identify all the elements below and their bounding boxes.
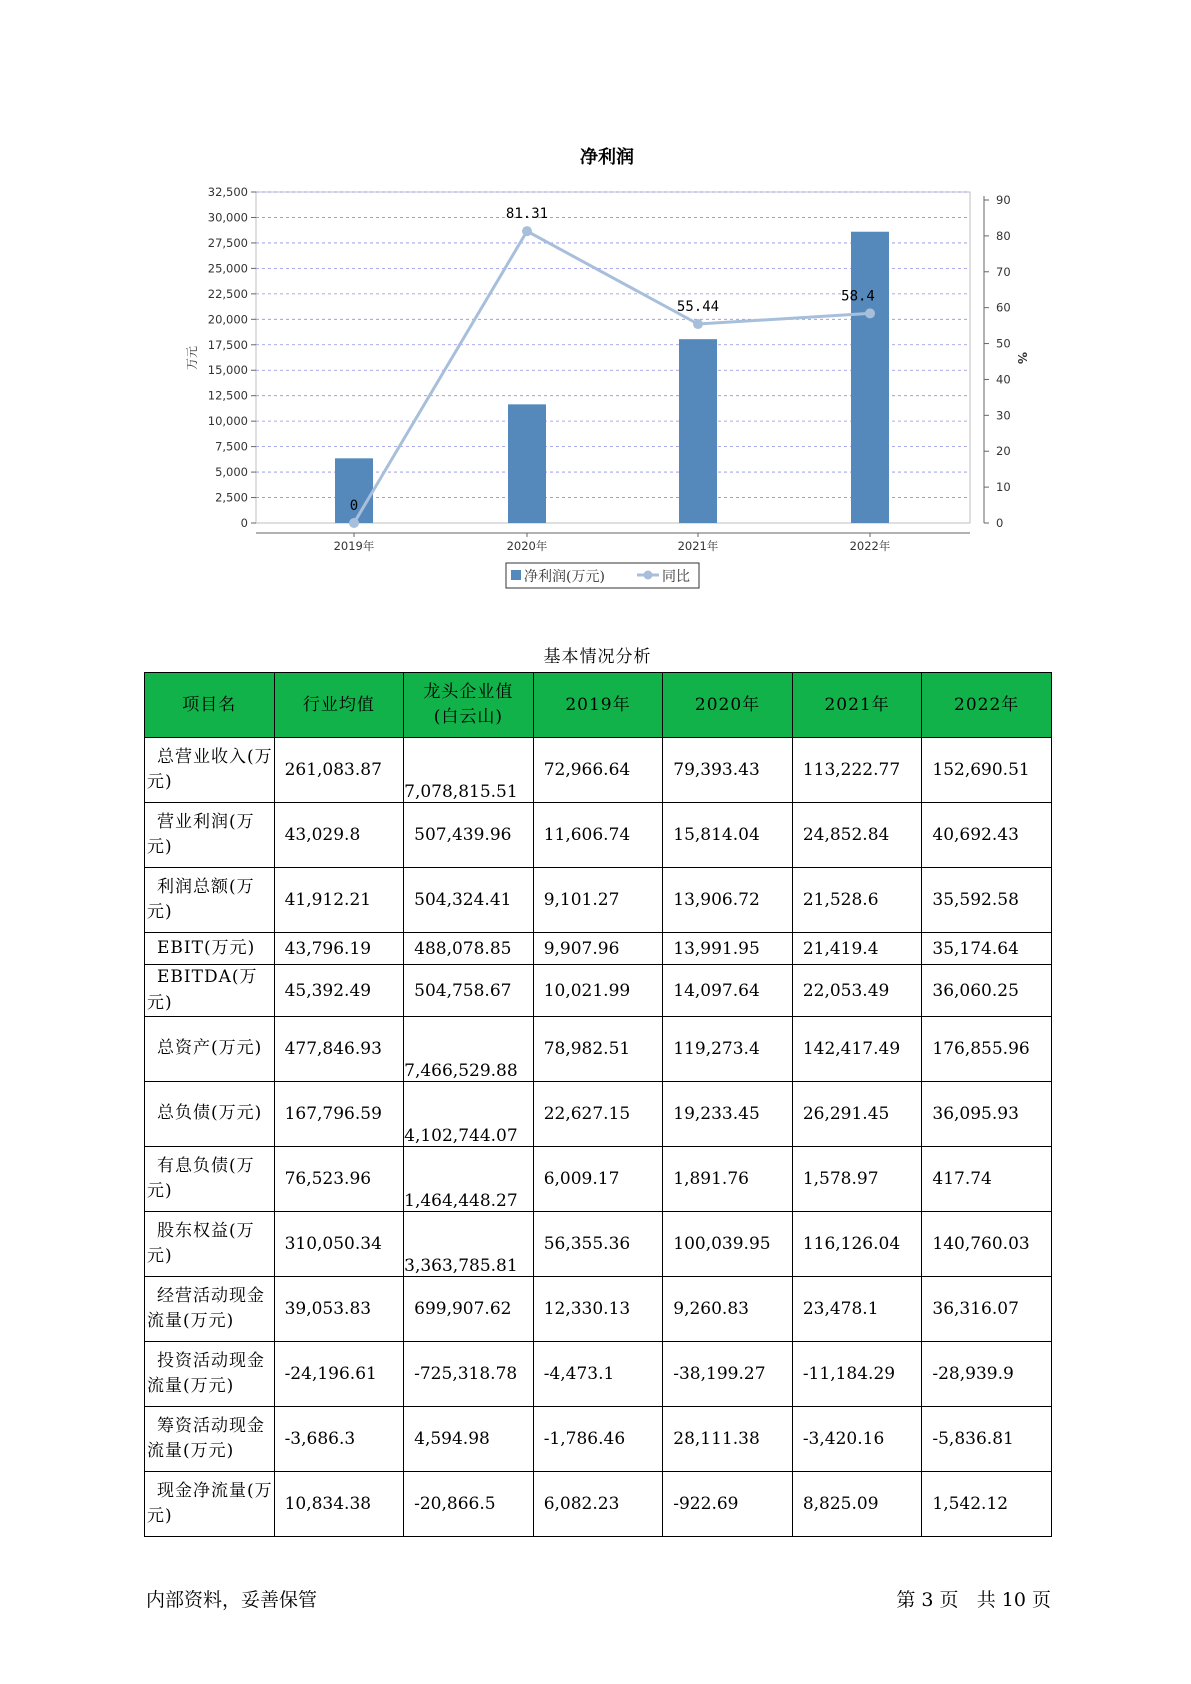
chart-title: 净利润 — [580, 147, 634, 168]
table-row — [145, 1147, 1052, 1212]
table-cell: 1,578.97 — [792, 1147, 922, 1212]
table-cell: 22,627.15 — [533, 1082, 663, 1147]
table-cell: 504,758.67 — [404, 965, 534, 1017]
table-cell: 507,439.96 — [404, 803, 534, 868]
y-left-tick-label: 0 — [240, 516, 248, 530]
table-cell: 12,330.13 — [533, 1277, 663, 1342]
table-row — [145, 1082, 1052, 1147]
table-cell: 35,174.64 — [922, 933, 1052, 965]
table-cell: 504,324.41 — [404, 868, 534, 933]
table-cell: -28,939.9 — [922, 1342, 1052, 1407]
table-row — [145, 965, 1052, 1017]
bar — [508, 404, 546, 523]
header-2021: 2021年 — [792, 673, 922, 738]
table-cell: 488,078.85 — [404, 933, 534, 965]
y-right-tick-label: 0 — [996, 516, 1004, 530]
table-row-label: 投资活动现金流量(万元) — [145, 1342, 275, 1407]
table-cell: 22,053.49 — [792, 965, 922, 1017]
table-cell: 100,039.95 — [663, 1212, 793, 1277]
yoy-data-label: 81.31 — [505, 206, 549, 223]
table-cell: -3,686.3 — [274, 1407, 404, 1472]
table-row-label: 股东权益(万元) — [145, 1212, 275, 1277]
table-row-label: 筹资活动现金流量(万元) — [145, 1407, 275, 1472]
y-right-tick-label: 70 — [996, 264, 1011, 279]
yoy-point — [522, 226, 532, 236]
legend-bar-label: 净利润(万元) — [524, 569, 605, 585]
table-row-label: 利润总额(万元) — [145, 868, 275, 933]
y-right-tick-label: 80 — [996, 228, 1011, 243]
table-cell: 39,053.83 — [274, 1277, 404, 1342]
footer-page-prefix: 第 — [896, 1589, 916, 1611]
y-right-tick-label: 50 — [996, 336, 1011, 351]
table-row — [145, 868, 1052, 933]
table-row — [145, 1472, 1052, 1537]
table-header-row — [145, 673, 1052, 738]
header-leader-value: 龙头企业值(白云山) — [404, 673, 534, 738]
header-2020: 2020年 — [663, 673, 793, 738]
y-left-tick-label: 30,000 — [207, 210, 248, 225]
footer-page-number — [896, 1585, 1051, 1612]
footer-total-num: 10 — [1001, 1589, 1026, 1611]
table-cell: 7,078,815.51 — [404, 738, 534, 803]
table-cell: 36,316.07 — [922, 1277, 1052, 1342]
footer-confidential: 内部资料，妥善保管 — [146, 1589, 318, 1611]
table-cell: 119,273.4 — [663, 1017, 793, 1082]
y-left-tick-label: 17,500 — [207, 337, 248, 352]
table-cell: 28,111.38 — [663, 1407, 793, 1472]
table-cell: -725,318.78 — [404, 1342, 534, 1407]
y-right-tick-label: 20 — [996, 444, 1011, 459]
footer-total-suffix: 页 — [1031, 1589, 1051, 1611]
y-right-tick-label: 40 — [996, 372, 1011, 387]
y-left-tick-label: 12,500 — [207, 388, 248, 403]
legend-bar-swatch — [511, 570, 521, 580]
table-cell: -1,786.46 — [533, 1407, 663, 1472]
table-cell: -3,420.16 — [792, 1407, 922, 1472]
table-row-label: 总资产(万元) — [145, 1017, 275, 1082]
yoy-line — [354, 231, 870, 523]
table-cell: 699,907.62 — [404, 1277, 534, 1342]
y-left-tick-label: 5,000 — [215, 465, 248, 480]
table-row-label: 营业利润(万元) — [145, 803, 275, 868]
table-cell: 8,825.09 — [792, 1472, 922, 1537]
table-cell: 477,846.93 — [274, 1017, 404, 1082]
table-cell: 9,101.27 — [533, 868, 663, 933]
y-right-tick-label: 30 — [996, 408, 1011, 423]
table-cell: -11,184.29 — [792, 1342, 922, 1407]
table-cell: 21,419.4 — [792, 933, 922, 965]
table-cell: 79,393.43 — [663, 738, 793, 803]
table-cell: 36,060.25 — [922, 965, 1052, 1017]
net-profit-chart — [0, 0, 1191, 600]
table-cell: 7,466,529.88 — [404, 1017, 534, 1082]
table-cell: 45,392.49 — [274, 965, 404, 1017]
table-cell: -24,196.61 — [274, 1342, 404, 1407]
table-row — [145, 1407, 1052, 1472]
table-cell: 19,233.45 — [663, 1082, 793, 1147]
table-row-label: 现金净流量(万元) — [145, 1472, 275, 1537]
table-cell: 13,906.72 — [663, 868, 793, 933]
table-cell: -38,199.27 — [663, 1342, 793, 1407]
legend-line-marker — [644, 571, 653, 580]
table-cell: 261,083.87 — [274, 738, 404, 803]
table-cell: 310,050.34 — [274, 1212, 404, 1277]
table-row — [145, 803, 1052, 868]
table-cell: 43,796.19 — [274, 933, 404, 965]
table-cell: 3,363,785.81 — [404, 1212, 534, 1277]
table-cell: 4,102,744.07 — [404, 1082, 534, 1147]
yoy-data-label: 0 — [349, 498, 359, 514]
y-left-axis-title: 万元 — [185, 345, 199, 371]
table-cell: 72,966.64 — [533, 738, 663, 803]
table-row-label: EBIT(万元) — [145, 933, 275, 965]
table-row — [145, 1017, 1052, 1082]
table-cell: 36,095.93 — [922, 1082, 1052, 1147]
x-tick-label: 2021年 — [677, 539, 719, 553]
table-cell: 113,222.77 — [792, 738, 922, 803]
y-left-tick-label: 20,000 — [207, 312, 248, 327]
table-cell: 23,478.1 — [792, 1277, 922, 1342]
table-cell: 9,260.83 — [663, 1277, 793, 1342]
table-cell: 152,690.51 — [922, 738, 1052, 803]
table-row — [145, 1342, 1052, 1407]
table-row-label: EBITDA(万元) — [145, 965, 275, 1017]
table-row — [145, 738, 1052, 803]
yoy-point — [349, 518, 359, 528]
chart-canvas — [0, 0, 1191, 600]
y-left-tick-label: 22,500 — [207, 286, 248, 301]
y-right-tick-label: 10 — [996, 480, 1011, 495]
table-cell: 11,606.74 — [533, 803, 663, 868]
footer-page-mid: 页 — [939, 1589, 959, 1611]
table-cell: 10,021.99 — [533, 965, 663, 1017]
header-2019: 2019年 — [533, 673, 663, 738]
y-left-tick-label: 25,000 — [207, 261, 248, 276]
y-right-tick-label: 60 — [996, 300, 1011, 315]
header-2022: 2022年 — [922, 673, 1052, 738]
table-cell: 167,796.59 — [274, 1082, 404, 1147]
table-cell: -20,866.5 — [404, 1472, 534, 1537]
table-cell: 6,009.17 — [533, 1147, 663, 1212]
x-tick-label: 2022年 — [849, 539, 891, 553]
table-row — [145, 1212, 1052, 1277]
analysis-table — [144, 672, 1052, 1537]
y-right-axis-title: % — [1015, 351, 1029, 365]
table-row — [145, 933, 1052, 965]
table-cell: 140,760.03 — [922, 1212, 1052, 1277]
yoy-data-label: 55.44 — [676, 299, 720, 316]
y-left-tick-label: 10,000 — [207, 414, 248, 429]
table-cell: 40,692.43 — [922, 803, 1052, 868]
table-cell: 24,852.84 — [792, 803, 922, 868]
x-tick-label: 2020年 — [506, 539, 548, 553]
table-row-label: 经营活动现金流量(万元) — [145, 1277, 275, 1342]
table-cell: 176,855.96 — [922, 1017, 1052, 1082]
bar — [851, 232, 889, 523]
table-cell: 56,355.36 — [533, 1212, 663, 1277]
table-cell: 43,029.8 — [274, 803, 404, 868]
table-cell: 6,082.23 — [533, 1472, 663, 1537]
y-left-tick-label: 7,500 — [215, 439, 248, 454]
table-row — [145, 1277, 1052, 1342]
header-industry-avg: 行业均值 — [274, 673, 404, 738]
table-cell: 1,464,448.27 — [404, 1147, 534, 1212]
bar — [679, 339, 717, 523]
legend-line-label: 同比 — [662, 569, 690, 585]
yoy-point — [865, 308, 875, 318]
table-cell: -5,836.81 — [922, 1407, 1052, 1472]
table-cell: 35,592.58 — [922, 868, 1052, 933]
table-cell: 15,814.04 — [663, 803, 793, 868]
table-cell: 4,594.98 — [404, 1407, 534, 1472]
header-item-name: 项目名 — [145, 673, 275, 738]
y-left-tick-label: 32,500 — [207, 185, 248, 199]
table-cell: 76,523.96 — [274, 1147, 404, 1212]
table-cell: 1,542.12 — [922, 1472, 1052, 1537]
table-cell: -4,473.1 — [533, 1342, 663, 1407]
table-cell: 78,982.51 — [533, 1017, 663, 1082]
table-cell: 116,126.04 — [792, 1212, 922, 1277]
y-right-tick-label: 90 — [996, 193, 1011, 207]
table-cell: 13,991.95 — [663, 933, 793, 965]
table-cell: 14,097.64 — [663, 965, 793, 1017]
table-cell: 9,907.96 — [533, 933, 663, 965]
table-cell: 10,834.38 — [274, 1472, 404, 1537]
y-left-tick-label: 2,500 — [215, 490, 248, 505]
table-cell: 1,891.76 — [663, 1147, 793, 1212]
table-row-label: 总营业收入(万元) — [145, 738, 275, 803]
table-cell: 21,528.6 — [792, 868, 922, 933]
footer-total-prefix: 共 — [976, 1589, 996, 1611]
y-left-tick-label: 15,000 — [207, 363, 248, 378]
yoy-point — [693, 319, 703, 329]
x-tick-label: 2019年 — [333, 539, 375, 553]
yoy-data-label: 58.4 — [841, 288, 875, 305]
y-left-tick-label: 27,500 — [207, 235, 248, 250]
table-row-label: 总负债(万元) — [145, 1082, 275, 1147]
table-cell: -922.69 — [663, 1472, 793, 1537]
table-cell: 26,291.45 — [792, 1082, 922, 1147]
table-cell: 417.74 — [922, 1147, 1052, 1212]
footer-page-num: 3 — [921, 1589, 934, 1611]
table-caption: 基本情况分析 — [543, 647, 652, 667]
table-cell: 41,912.21 — [274, 868, 404, 933]
table-cell: 142,417.49 — [792, 1017, 922, 1082]
table-row-label: 有息负债(万元) — [145, 1147, 275, 1212]
